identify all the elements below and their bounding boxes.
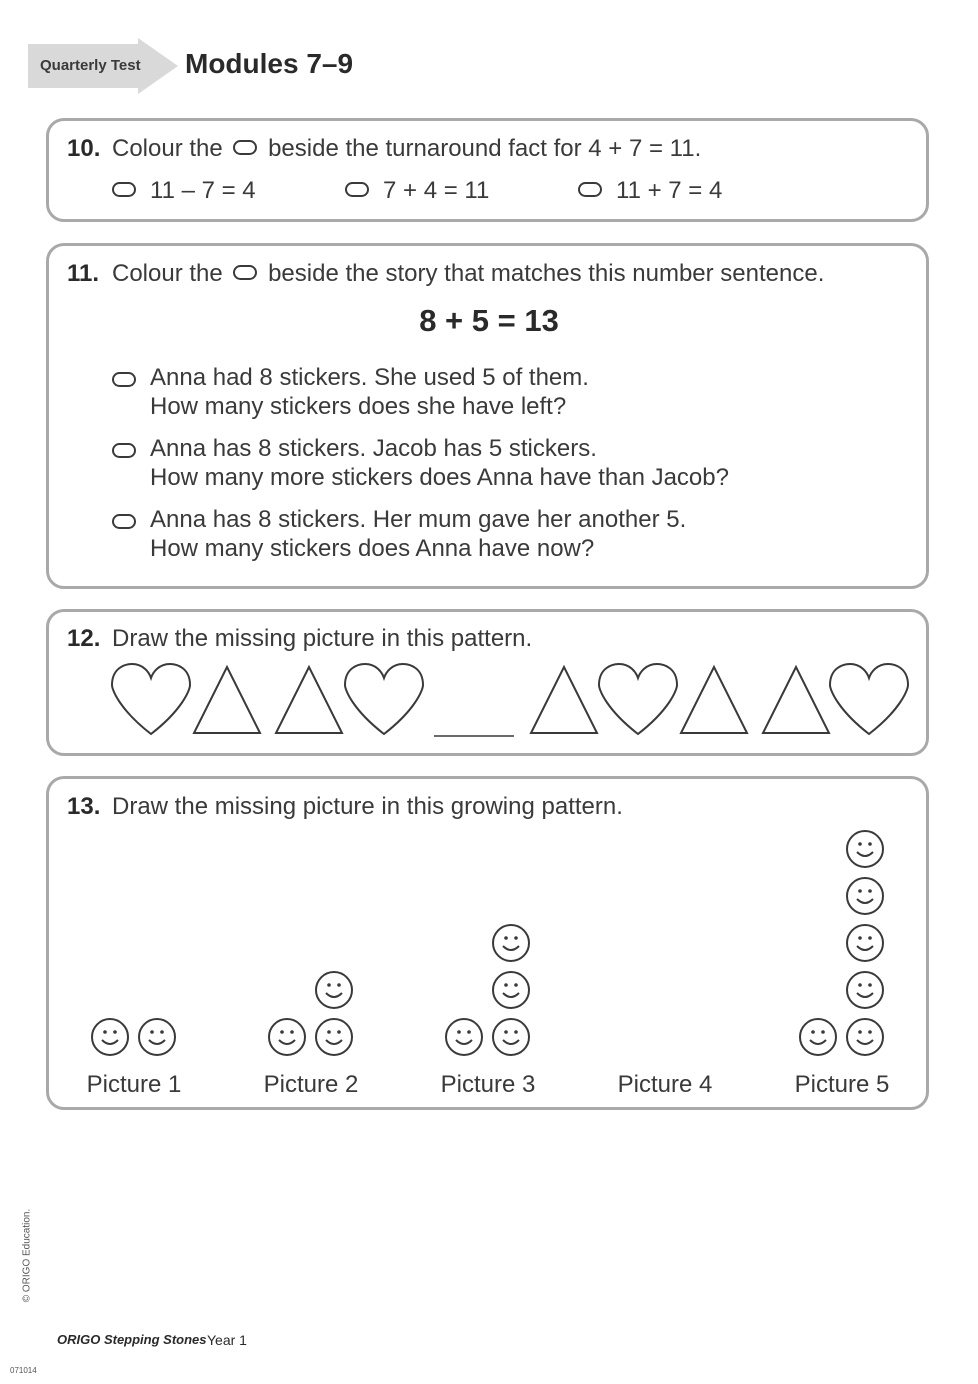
picture-3-label: Picture 3 [440,1071,536,1098]
smiley-icon [847,1019,883,1055]
question-11-number: 11. [67,260,100,287]
number-sentence: 8 + 5 = 13 [419,303,559,338]
document-code: 071014 [10,1366,37,1375]
question-10-text-after: beside the turnaround fact for 4 + 7 = 11. [268,135,702,162]
story-line-2: How many stickers does Anna have now? [150,535,595,562]
option-label: 7 + 4 = 11 [383,177,490,204]
smiley-icon [847,925,883,961]
smiley-icon [446,1019,482,1055]
picture-2-label: Picture 2 [263,1071,359,1098]
question-13-text: Draw the missing picture in this growing pattern. [112,793,623,820]
question-12-text: Draw the missing picture in this pattern. [112,625,533,652]
smiley-icon [847,972,883,1008]
story-line-2: How many more stickers does Anna have than Jacob? [150,464,729,491]
smiley-icon [92,1019,128,1055]
smiley-icon [316,1019,352,1055]
smiley-icon [269,1019,305,1055]
picture-1-label: Picture 1 [86,1071,182,1098]
smiley-icon [139,1019,175,1055]
question-11-text-after: beside the story that matches this number sentence. [268,260,825,287]
story-line-1: Anna has 8 stickers. Her mum gave her another 5. [150,506,687,533]
smiley-icon [316,972,352,1008]
story-line-1: Anna has 8 stickers. Jacob has 5 stickers. [150,435,597,462]
picture-5-label: Picture 5 [794,1071,890,1098]
page-title: Modules 7–9 [185,48,354,79]
footer-brand: ORIGO Stepping Stones [57,1332,207,1347]
smiley-icon [847,831,883,867]
smiley-icon [847,878,883,914]
copyright-notice: © ORIGO Education. [21,1208,33,1303]
smiley-icon [493,925,529,961]
footer-year: Year 1 [207,1332,247,1348]
story-line-2: How many stickers does she have left? [150,393,567,420]
question-13-number: 13. [67,793,101,820]
question-11-text-before: Colour the [112,260,223,287]
picture-4-label: Picture 4 [617,1071,713,1098]
question-10-number: 10. [67,135,101,162]
option-label: 11 + 7 = 4 [616,177,723,204]
story-line-1: Anna had 8 stickers. She used 5 of them. [150,364,589,391]
question-10-text-before: Colour the [112,135,223,162]
question-12-number: 12. [67,625,101,652]
smiley-icon [493,972,529,1008]
quarterly-test-label: Quarterly Test [40,57,141,74]
smiley-icon [493,1019,529,1055]
smiley-icon [800,1019,836,1055]
option-label: 11 – 7 = 4 [150,177,256,204]
